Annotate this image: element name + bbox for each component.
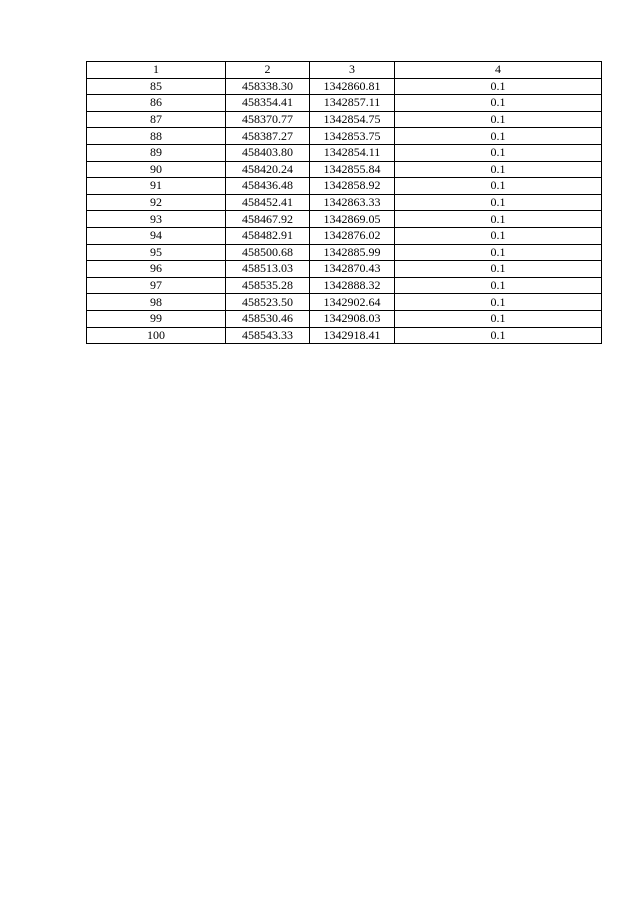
value-cell: 0.1 bbox=[395, 277, 602, 294]
y-coordinate-cell: 1342857.11 bbox=[310, 95, 395, 112]
y-coordinate-cell: 1342858.92 bbox=[310, 178, 395, 195]
table-row bbox=[87, 144, 602, 161]
point-number-cell: 91 bbox=[87, 178, 226, 195]
y-coordinate-cell: 1342918.41 bbox=[310, 327, 395, 344]
table-row bbox=[87, 277, 602, 294]
point-number-cell: 92 bbox=[87, 194, 226, 211]
value-cell: 0.1 bbox=[395, 161, 602, 178]
value-cell: 0.1 bbox=[395, 327, 602, 344]
y-coordinate-cell: 1342888.32 bbox=[310, 277, 395, 294]
y-coordinate-cell: 1342876.02 bbox=[310, 227, 395, 244]
value-cell: 0.1 bbox=[395, 294, 602, 311]
x-coordinate-cell: 458535.28 bbox=[226, 277, 310, 294]
value-cell: 0.1 bbox=[395, 227, 602, 244]
coordinates-table bbox=[86, 61, 602, 344]
value-cell: 0.1 bbox=[395, 194, 602, 211]
point-number-cell: 95 bbox=[87, 244, 226, 261]
y-coordinate-cell: 1342870.43 bbox=[310, 261, 395, 278]
value-cell: 0.1 bbox=[395, 178, 602, 195]
header-cell-2: 2 bbox=[226, 62, 310, 79]
x-coordinate-cell: 458354.41 bbox=[226, 95, 310, 112]
table-row bbox=[87, 194, 602, 211]
x-coordinate-cell: 458452.41 bbox=[226, 194, 310, 211]
x-coordinate-cell: 458543.33 bbox=[226, 327, 310, 344]
table-body bbox=[87, 62, 602, 344]
point-number-cell: 97 bbox=[87, 277, 226, 294]
x-coordinate-cell: 458338.30 bbox=[226, 78, 310, 95]
value-cell: 0.1 bbox=[395, 111, 602, 128]
y-coordinate-cell: 1342860.81 bbox=[310, 78, 395, 95]
y-coordinate-cell: 1342863.33 bbox=[310, 194, 395, 211]
table-row bbox=[87, 294, 602, 311]
table-row bbox=[87, 244, 602, 261]
y-coordinate-cell: 1342885.99 bbox=[310, 244, 395, 261]
x-coordinate-cell: 458523.50 bbox=[226, 294, 310, 311]
point-number-cell: 98 bbox=[87, 294, 226, 311]
table-row bbox=[87, 95, 602, 112]
x-coordinate-cell: 458500.68 bbox=[226, 244, 310, 261]
point-number-cell: 85 bbox=[87, 78, 226, 95]
table-row bbox=[87, 227, 602, 244]
y-coordinate-cell: 1342908.03 bbox=[310, 310, 395, 327]
value-cell: 0.1 bbox=[395, 244, 602, 261]
y-coordinate-cell: 1342854.75 bbox=[310, 111, 395, 128]
x-coordinate-cell: 458420.24 bbox=[226, 161, 310, 178]
y-coordinate-cell: 1342855.84 bbox=[310, 161, 395, 178]
x-coordinate-cell: 458436.48 bbox=[226, 178, 310, 195]
x-coordinate-cell: 458467.92 bbox=[226, 211, 310, 228]
table-row bbox=[87, 128, 602, 145]
value-cell: 0.1 bbox=[395, 128, 602, 145]
value-cell: 0.1 bbox=[395, 211, 602, 228]
table-row bbox=[87, 111, 602, 128]
table-row bbox=[87, 178, 602, 195]
point-number-cell: 94 bbox=[87, 227, 226, 244]
x-coordinate-cell: 458403.80 bbox=[226, 144, 310, 161]
x-coordinate-cell: 458482.91 bbox=[226, 227, 310, 244]
value-cell: 0.1 bbox=[395, 261, 602, 278]
point-number-cell: 86 bbox=[87, 95, 226, 112]
header-cell-3: 3 bbox=[310, 62, 395, 79]
point-number-cell: 100 bbox=[87, 327, 226, 344]
point-number-cell: 90 bbox=[87, 161, 226, 178]
header-cell-1: 1 bbox=[87, 62, 226, 79]
y-coordinate-cell: 1342869.05 bbox=[310, 211, 395, 228]
point-number-cell: 87 bbox=[87, 111, 226, 128]
value-cell: 0.1 bbox=[395, 310, 602, 327]
table-header-row bbox=[87, 62, 602, 79]
value-cell: 0.1 bbox=[395, 78, 602, 95]
y-coordinate-cell: 1342902.64 bbox=[310, 294, 395, 311]
table-row bbox=[87, 78, 602, 95]
x-coordinate-cell: 458370.77 bbox=[226, 111, 310, 128]
point-number-cell: 96 bbox=[87, 261, 226, 278]
point-number-cell: 89 bbox=[87, 144, 226, 161]
y-coordinate-cell: 1342854.11 bbox=[310, 144, 395, 161]
table-row bbox=[87, 310, 602, 327]
value-cell: 0.1 bbox=[395, 144, 602, 161]
point-number-cell: 93 bbox=[87, 211, 226, 228]
x-coordinate-cell: 458387.27 bbox=[226, 128, 310, 145]
point-number-cell: 88 bbox=[87, 128, 226, 145]
y-coordinate-cell: 1342853.75 bbox=[310, 128, 395, 145]
x-coordinate-cell: 458513.03 bbox=[226, 261, 310, 278]
table-row bbox=[87, 211, 602, 228]
value-cell: 0.1 bbox=[395, 95, 602, 112]
x-coordinate-cell: 458530.46 bbox=[226, 310, 310, 327]
table-row bbox=[87, 161, 602, 178]
table-row bbox=[87, 327, 602, 344]
table-row bbox=[87, 261, 602, 278]
header-cell-4: 4 bbox=[395, 62, 602, 79]
point-number-cell: 99 bbox=[87, 310, 226, 327]
